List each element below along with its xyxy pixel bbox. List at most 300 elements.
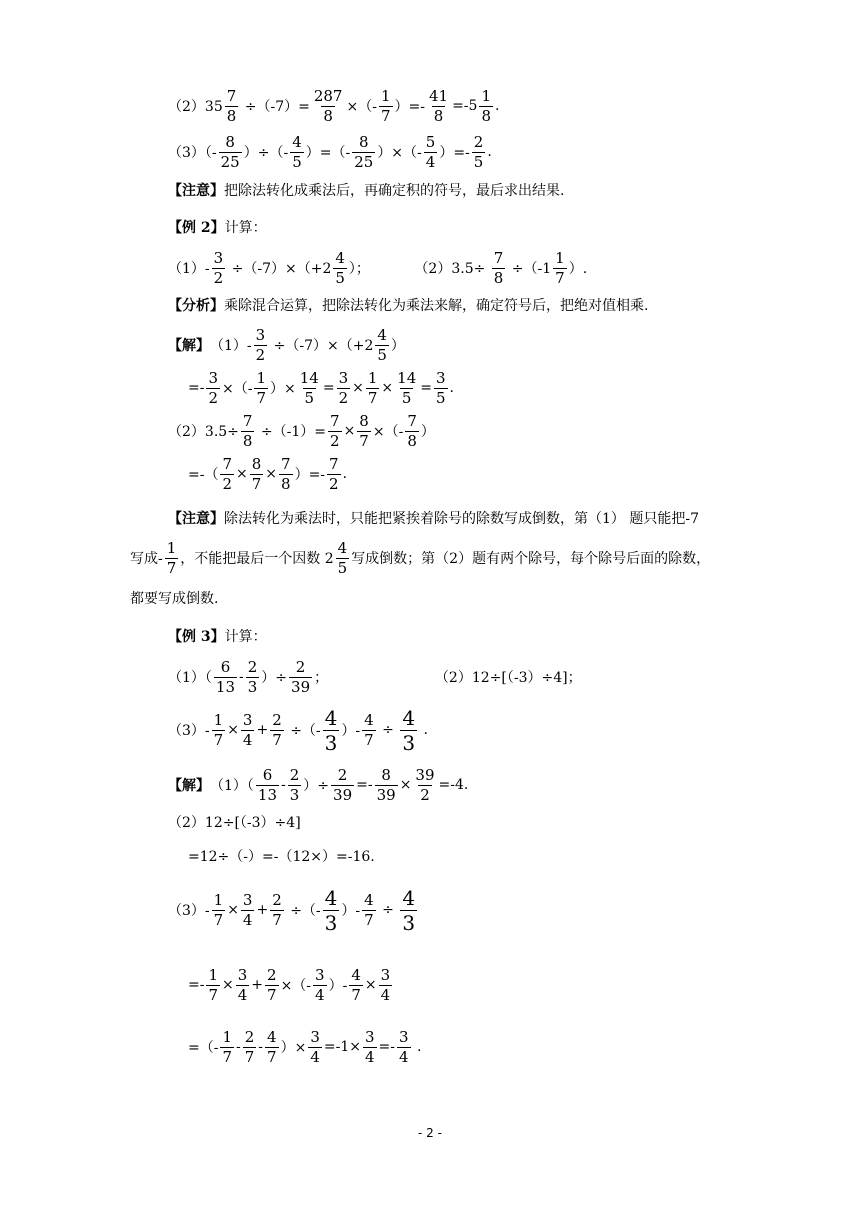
fraction-numerator: 1	[208, 965, 219, 984]
fraction-denominator: 7	[251, 474, 262, 493]
text-run: ）=（-	[305, 145, 351, 161]
fraction	[270, 710, 284, 749]
fraction-numerator: 1	[256, 368, 267, 387]
fraction-denominator: 8	[433, 106, 444, 125]
fraction-numerator: 2	[272, 890, 282, 909]
fraction	[312, 86, 345, 125]
fraction-denominator: 2	[338, 388, 349, 407]
fraction	[323, 885, 340, 935]
fraction-denominator: 7	[256, 388, 267, 407]
ex2-sol1-line1	[168, 325, 405, 365]
text-run: ×	[343, 423, 356, 439]
text-run: ÷（-1	[507, 261, 552, 277]
fraction-numerator: 7	[242, 411, 253, 430]
fraction-numerator: 7	[281, 454, 291, 473]
text-run: 把除法转化成乘法后，再确定积的符号，最后求出结果.	[224, 183, 565, 199]
text-run: 写成-	[130, 551, 163, 567]
fraction-numerator: 3	[242, 710, 253, 729]
text-run: ）； （2）3.5÷	[348, 261, 490, 277]
fraction-numerator: 8	[359, 411, 369, 430]
fraction-denominator: 7	[272, 910, 282, 929]
note-2-line1	[168, 498, 699, 538]
text-run: .	[449, 380, 454, 396]
text-run: （1）-	[210, 338, 252, 354]
fraction-denominator: 2	[330, 431, 340, 450]
fraction-numerator: 7	[407, 411, 417, 430]
fraction-numerator: 3	[338, 368, 349, 387]
text-run: ）=-	[294, 467, 326, 483]
fraction-numerator: 3	[310, 1027, 320, 1046]
fraction-numerator: 4	[364, 890, 374, 909]
fraction-numerator: 2	[289, 765, 300, 784]
fraction	[212, 248, 226, 287]
fraction-denominator: 5	[337, 558, 348, 577]
fraction	[241, 890, 255, 929]
text-run: =-5	[452, 98, 478, 114]
fraction-denominator: 5	[401, 388, 412, 407]
fraction-numerator: 1	[213, 710, 224, 729]
fraction-denominator: 7	[166, 558, 177, 577]
ex2-sol2-line2	[188, 454, 347, 494]
fraction-numerator: 2	[244, 1027, 255, 1046]
fraction-numerator: 3	[435, 368, 446, 387]
text-run: .	[419, 722, 428, 738]
ex1-q2-solution	[168, 86, 499, 126]
fraction	[349, 965, 363, 1004]
ex3-sol1	[168, 765, 468, 805]
text-run: （1）-	[168, 261, 210, 277]
text-run: -	[236, 1039, 241, 1055]
fraction	[219, 132, 242, 171]
fraction-numerator: 4	[402, 885, 416, 910]
fraction-denominator: 8	[407, 431, 417, 450]
fraction-denominator: 3	[324, 730, 338, 755]
ex2-problems	[168, 248, 587, 288]
text-run: ÷（-	[285, 723, 321, 739]
fraction-denominator: 7	[267, 1047, 277, 1066]
fraction-denominator: 4	[242, 910, 253, 929]
fraction	[472, 132, 486, 171]
fraction-denominator: 4	[425, 152, 436, 171]
example-3-heading	[168, 616, 267, 656]
ex3-sol2-line2	[188, 836, 375, 876]
text-run: +	[256, 902, 269, 918]
fraction-numerator: 3	[364, 1027, 375, 1046]
text-run: （1）（	[210, 778, 254, 794]
fraction-numerator: 1	[222, 1027, 233, 1046]
fraction	[270, 890, 284, 929]
fraction	[206, 965, 220, 1004]
fraction-denominator: 5	[473, 152, 484, 171]
fraction-denominator: 5	[292, 152, 302, 171]
text-run: ）	[390, 338, 405, 354]
fraction-numerator: 287	[313, 86, 343, 105]
fraction	[225, 86, 239, 125]
text-run: .	[487, 144, 492, 160]
fraction	[375, 325, 389, 364]
fraction	[288, 765, 302, 804]
text-run: 都要写成倒数.	[130, 591, 219, 607]
fraction	[397, 1027, 411, 1066]
fraction-denominator: 4	[315, 985, 325, 1004]
fraction	[290, 132, 304, 171]
fraction-denominator: 3	[402, 730, 416, 755]
text-run: ）×	[270, 381, 296, 397]
fraction	[246, 657, 260, 696]
text-run: 写成倒数；第（2）题有两个除号，每个除号后面的除数，	[351, 551, 711, 567]
text-run: ）÷（-	[243, 145, 289, 161]
fraction	[333, 248, 347, 287]
fraction	[241, 710, 255, 749]
text-run: ）-	[341, 903, 361, 919]
text-run: ×（-	[222, 381, 253, 397]
text-run: ）=-	[394, 99, 425, 115]
fraction-denominator: 8	[323, 106, 333, 125]
text-run: ÷（-7）×（+2	[269, 338, 374, 354]
fraction-numerator: 4	[335, 248, 345, 267]
fraction-numerator: 6	[262, 765, 273, 784]
analysis	[168, 285, 648, 325]
fraction-denominator: 2	[213, 268, 224, 287]
ex2-sol1-line2	[188, 368, 454, 408]
fraction-numerator: 14	[299, 368, 319, 387]
fraction	[265, 1027, 279, 1066]
ex3-sol3-line2	[188, 965, 394, 1005]
fraction-numerator: 4	[364, 710, 374, 729]
text-run: ×	[399, 777, 412, 793]
section-label: 【注意】	[168, 511, 224, 527]
fraction-denominator: 5	[335, 268, 345, 287]
text-run: =-	[378, 1039, 395, 1055]
section-label: 【例 2】	[168, 220, 225, 236]
text-run: ）.	[568, 261, 588, 277]
fraction-numerator: 4	[267, 1027, 277, 1046]
text-run: 乘除混合运算，把除法转化为乘法来解，确定符号后，把绝对值相乘.	[224, 298, 649, 314]
text-run: ）÷	[261, 670, 288, 686]
fraction	[357, 411, 371, 450]
fraction-numerator: 3	[380, 965, 391, 984]
text-run: =-（	[188, 467, 219, 483]
fraction-numerator: 2	[267, 965, 277, 984]
fraction-numerator: 2	[247, 657, 258, 676]
fraction	[212, 710, 226, 749]
text-run: ÷（-7）=	[240, 99, 310, 115]
fraction-denominator: 4	[380, 985, 391, 1004]
fraction	[366, 368, 380, 407]
fraction	[236, 965, 250, 1004]
fraction	[256, 765, 279, 804]
fraction-denominator: 5	[435, 388, 446, 407]
fraction-numerator: 8	[358, 132, 369, 151]
fraction-numerator: 3	[398, 1027, 409, 1046]
text-run: ×	[265, 466, 278, 482]
fraction-numerator: 1	[555, 248, 565, 267]
fraction	[379, 965, 393, 1004]
text-run: ×	[222, 977, 234, 993]
ex3-problem-3	[168, 705, 428, 755]
fraction-numerator: 4	[377, 325, 387, 344]
fraction-denominator: 25	[354, 152, 374, 171]
text-run: =	[322, 380, 335, 396]
note-2-line3	[130, 578, 218, 618]
fraction	[206, 368, 220, 407]
fraction	[241, 411, 255, 450]
text-run: =-	[356, 777, 373, 793]
fraction	[279, 454, 293, 493]
fraction-numerator: 4	[337, 538, 348, 557]
fraction-numerator: 4	[324, 885, 338, 910]
fraction-numerator: 4	[324, 705, 338, 730]
fraction	[298, 368, 321, 407]
fraction-denominator: 25	[220, 152, 240, 171]
note-1	[168, 170, 564, 210]
fraction	[265, 965, 279, 1004]
text-run: ×	[227, 722, 239, 738]
fraction-denominator: 2	[222, 474, 233, 493]
fraction-denominator: 4	[364, 1047, 375, 1066]
fraction	[427, 86, 450, 125]
fraction-numerator: 7	[493, 248, 504, 267]
text-run: ）÷	[303, 778, 330, 794]
fraction	[424, 132, 438, 171]
fraction-numerator: 7	[222, 454, 233, 473]
text-run: ）=-	[439, 145, 470, 161]
text-run: =-	[188, 380, 205, 396]
text-run: ÷（-1）=	[256, 424, 327, 440]
text-run: +	[251, 977, 264, 993]
text-run: （2）3.5÷	[168, 424, 239, 440]
fraction-denominator: 39	[291, 677, 311, 696]
fraction-numerator: 2	[337, 765, 348, 784]
text-run: （1）（	[168, 670, 212, 686]
fraction	[492, 248, 506, 287]
fraction-denominator: 3	[289, 785, 300, 804]
fraction-denominator: 5	[377, 345, 387, 364]
fraction-denominator: 7	[208, 985, 219, 1004]
fraction-denominator: 39	[333, 785, 353, 804]
text-run: =-1×	[323, 1039, 361, 1055]
fraction-numerator: 7	[330, 411, 340, 430]
text-run: 计算：	[224, 220, 267, 236]
fraction-denominator: 8	[493, 268, 504, 287]
fraction-denominator: 8	[242, 431, 253, 450]
fraction-numerator: 3	[242, 890, 253, 909]
text-run: （2）12÷[（-3）÷4]	[168, 815, 301, 831]
fraction-denominator: 3	[402, 910, 416, 935]
fraction-numerator: 3	[315, 965, 325, 984]
fraction-denominator: 8	[281, 474, 291, 493]
fraction-denominator: 4	[242, 730, 253, 749]
fraction-denominator: 3	[324, 910, 338, 935]
text-run: （3）（-	[168, 145, 217, 161]
fraction-denominator: 3	[247, 677, 258, 696]
fraction	[289, 657, 312, 696]
text-run: =-4.	[438, 777, 469, 793]
fraction	[395, 368, 418, 407]
fraction-numerator: 6	[220, 657, 231, 676]
fraction-numerator: 3	[208, 368, 219, 387]
text-run: ×	[381, 380, 394, 396]
fraction-numerator: 8	[251, 454, 262, 473]
section-label: 【解】	[168, 338, 210, 354]
fraction-denominator: 4	[310, 1047, 320, 1066]
fraction-denominator: 4	[237, 985, 248, 1004]
ex3-sol3-line1	[168, 885, 419, 935]
fraction	[553, 248, 567, 287]
text-run: ）×（-	[377, 145, 422, 161]
text-run: +	[256, 722, 269, 738]
fraction-numerator: 14	[397, 368, 417, 387]
fraction-numerator: 5	[425, 132, 436, 151]
fraction	[379, 86, 393, 125]
fraction	[214, 657, 237, 696]
fraction-numerator: 8	[381, 765, 391, 784]
fraction	[352, 132, 375, 171]
fraction-denominator: 7	[272, 730, 282, 749]
fraction	[362, 890, 376, 929]
fraction-denominator: 2	[329, 474, 339, 493]
text-run: （3）-	[168, 903, 210, 919]
fraction-numerator: 1	[380, 86, 391, 105]
fraction-numerator: 2	[295, 657, 306, 676]
fraction	[250, 454, 264, 493]
text-run: （3）-	[168, 723, 210, 739]
fraction	[400, 885, 417, 935]
fraction-numerator: 4	[351, 965, 361, 984]
fraction	[413, 765, 436, 804]
fraction-denominator: 2	[208, 388, 219, 407]
fraction	[328, 411, 342, 450]
ex3-problems-1-2	[168, 657, 582, 697]
text-run: ×	[227, 902, 239, 918]
fraction-denominator: 5	[304, 388, 315, 407]
fraction	[308, 1027, 322, 1066]
fraction	[254, 325, 268, 364]
fraction-numerator: 2	[473, 132, 484, 151]
fraction	[400, 705, 417, 755]
text-run: -	[281, 777, 286, 793]
section-label: 【解】	[168, 778, 210, 794]
ex2-sol2-line1	[168, 411, 435, 451]
fraction	[375, 765, 398, 804]
fraction	[243, 1027, 257, 1066]
fraction	[337, 368, 351, 407]
ex3-sol3-line3	[188, 1027, 421, 1067]
section-label: 【分析】	[168, 298, 224, 314]
fraction	[479, 86, 493, 125]
text-run: ； （2）12÷[（-3）÷4]；	[314, 670, 582, 686]
fraction	[313, 965, 327, 1004]
fraction-numerator: 39	[415, 765, 435, 784]
fraction	[336, 538, 350, 577]
fraction	[327, 454, 341, 493]
fraction-denominator: 2	[420, 785, 430, 804]
text-run: ×（-	[280, 978, 312, 994]
fraction-numerator: 8	[225, 132, 235, 151]
fraction-numerator: 41	[428, 86, 449, 105]
example-2-heading	[168, 207, 267, 247]
fraction	[323, 705, 340, 755]
fraction-denominator: 2	[255, 345, 266, 364]
fraction	[165, 538, 179, 577]
fraction-denominator: 4	[398, 1047, 409, 1066]
fraction-numerator: 3	[213, 248, 224, 267]
text-run: .	[412, 1039, 422, 1055]
fraction	[220, 454, 234, 493]
fraction-numerator: 1	[166, 538, 177, 557]
fraction	[254, 368, 268, 407]
fraction-numerator: 7	[226, 86, 237, 105]
fraction-numerator: 7	[329, 454, 339, 473]
fraction-numerator: 1	[213, 890, 224, 909]
fraction-numerator: 3	[237, 965, 248, 984]
fraction-numerator: 1	[481, 86, 491, 105]
text-run: ）-	[328, 978, 348, 994]
text-run: ，不能把最后一个因数 2	[180, 551, 334, 567]
fraction-numerator: 4	[402, 705, 416, 730]
text-run: =	[420, 380, 432, 396]
fraction-numerator: 4	[292, 132, 302, 151]
section-label: 【注意】	[168, 183, 224, 199]
fraction-denominator: 7	[364, 730, 374, 749]
text-run: .	[342, 466, 348, 482]
text-run: ×	[236, 466, 248, 482]
fraction	[331, 765, 354, 804]
section-label: 【例 3】	[168, 629, 225, 645]
text-run: （2）35	[168, 99, 223, 115]
fraction-numerator: 3	[255, 325, 266, 344]
text-run: ÷	[377, 902, 399, 918]
fraction-denominator: 7	[351, 985, 361, 1004]
text-run: ）×	[280, 1040, 307, 1056]
fraction-numerator: 1	[367, 368, 378, 387]
text-run: -	[258, 1039, 264, 1055]
text-run: 除法转化为乘法时，只能把紧挨着除号的除数写成倒数，第（1） 题只能把-7	[224, 511, 699, 527]
fraction-denominator: 7	[380, 106, 391, 125]
text-run: ）	[420, 424, 435, 440]
text-run: -	[239, 669, 244, 685]
text-run: ×	[352, 380, 364, 396]
fraction	[362, 710, 376, 749]
fraction-denominator: 7	[222, 1047, 233, 1066]
fraction-denominator: 7	[213, 910, 224, 929]
fraction-denominator: 13	[215, 677, 236, 696]
text-run: ÷	[377, 722, 399, 738]
text-run: ×（-	[372, 424, 404, 440]
text-run: =（-	[188, 1040, 219, 1056]
page-number: - 2 -	[418, 1126, 442, 1140]
text-run: ×	[364, 977, 377, 993]
text-run: ）-	[341, 723, 361, 739]
fraction	[220, 1027, 234, 1066]
fraction-denominator: 7	[244, 1047, 255, 1066]
text-run: ÷（-7）×（+2	[227, 261, 332, 277]
text-run: .	[494, 98, 500, 114]
fraction	[363, 1027, 377, 1066]
text-run: ÷（-	[285, 903, 321, 919]
fraction-denominator: 8	[226, 106, 237, 125]
text-run: 计算：	[224, 629, 267, 645]
fraction-denominator: 13	[257, 785, 278, 804]
fraction-numerator: 2	[272, 710, 282, 729]
fraction-denominator: 7	[364, 910, 374, 929]
text-run: =-	[188, 977, 205, 993]
fraction-denominator: 7	[555, 268, 565, 287]
fraction	[434, 368, 448, 407]
fraction-denominator: 7	[213, 730, 224, 749]
text-run: ×（-	[346, 99, 377, 115]
fraction	[405, 411, 419, 450]
